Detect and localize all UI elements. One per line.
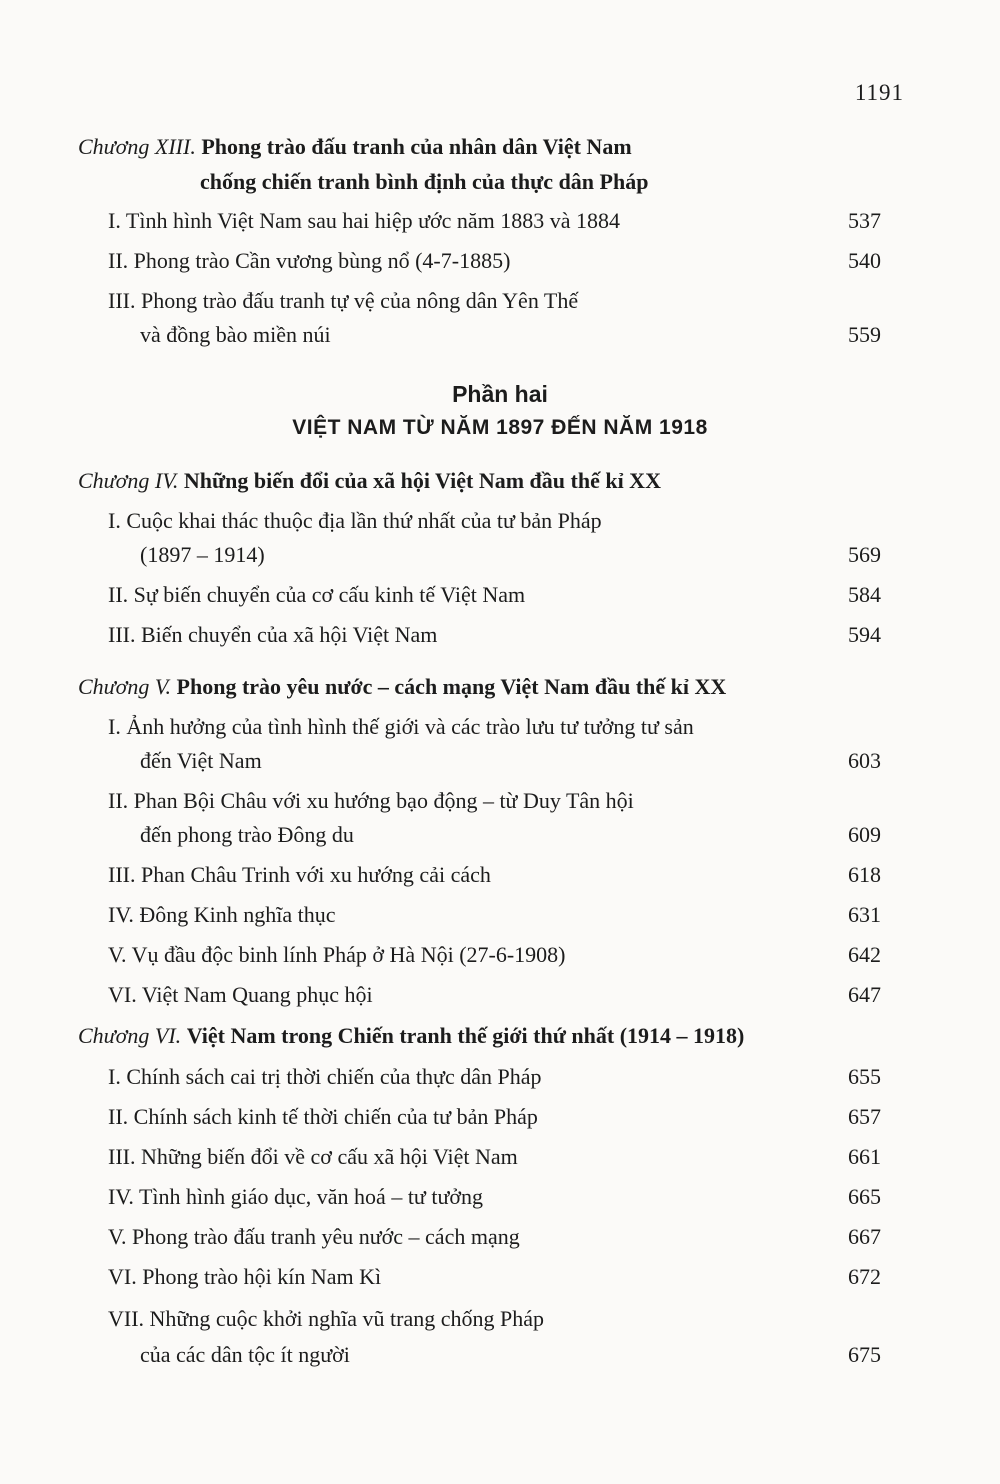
page-number: 1191 (854, 80, 904, 105)
toc-entry-cont: đến Việt Nam (140, 748, 262, 773)
toc-page-num: 584 (848, 582, 881, 607)
toc-page-num: 609 (848, 822, 881, 847)
toc-entry[interactable]: II. Phong trào Cần vương bùng nổ (4-7-1885) (108, 248, 511, 273)
toc-page-num: 661 (848, 1144, 881, 1169)
toc-page-num: 618 (848, 862, 881, 887)
toc-page-num: 594 (848, 622, 881, 647)
toc-entry[interactable]: I. Ảnh hưởng của tình hình thế giới và các trào lưu tư tưởng tư sản (108, 714, 694, 739)
toc-page-num: 540 (848, 248, 881, 273)
chapter-6-heading (78, 1021, 744, 1051)
toc-page-num: 647 (848, 982, 881, 1007)
toc-entry[interactable]: VI. Việt Nam Quang phục hội (108, 982, 373, 1007)
toc-entry[interactable]: III. Phong trào đấu tranh tự vệ của nông dân Yên Thế (108, 288, 579, 313)
toc-page-num: 559 (848, 322, 881, 347)
toc-entry[interactable]: V. Phong trào đấu tranh yêu nước – cách mạng (108, 1224, 520, 1249)
toc-page-num: 655 (848, 1064, 881, 1089)
chapter-label: Chương XIII. (78, 134, 196, 159)
toc-entry[interactable]: VI. Phong trào hội kín Nam Kì (108, 1264, 382, 1289)
toc-entry[interactable]: IV. Đông Kinh nghĩa thục (108, 902, 336, 927)
chapter-title: Phong trào đấu tranh của nhân dân Việt Nam (201, 134, 632, 159)
part-label: Phần hai (452, 381, 548, 407)
toc-entry[interactable]: V. Vụ đầu độc binh lính Pháp ở Hà Nội (27-6-1908) (108, 942, 566, 967)
toc-entry-cont: (1897 – 1914) (140, 542, 265, 567)
toc-entry[interactable]: I. Tình hình Việt Nam sau hai hiệp ước năm 1883 và 1884 (108, 208, 621, 233)
toc-entry-cont: đến phong trào Đông du (140, 822, 354, 847)
chapter-13-heading (78, 132, 632, 162)
toc-page-num: 642 (848, 942, 881, 967)
toc-page-num: 657 (848, 1104, 881, 1129)
toc-page-num: 569 (848, 542, 881, 567)
chapter-title: Phong trào yêu nước – cách mạng Việt Nam đầu thế kỉ XX (176, 674, 727, 699)
toc-page-num: 603 (848, 748, 881, 773)
toc-entry-cont: của các dân tộc ít người (140, 1342, 350, 1367)
toc-entry[interactable]: II. Phan Bội Châu với xu hướng bạo động – từ Duy Tân hội (108, 788, 634, 813)
toc-page-num: 665 (848, 1184, 881, 1209)
chapter-5-heading (78, 672, 726, 702)
toc-entry[interactable]: I. Cuộc khai thác thuộc địa lần thứ nhất của tư bản Pháp (108, 508, 602, 533)
part-title: VIỆT NAM TỪ NĂM 1897 ĐẾN NĂM 1918 (292, 416, 708, 439)
toc-entry[interactable]: III. Biến chuyển của xã hội Việt Nam (108, 622, 438, 647)
toc-entry[interactable]: IV. Tình hình giáo dục, văn hoá – tư tưởng (108, 1184, 484, 1209)
toc-page-num: 675 (848, 1342, 881, 1367)
chapter-4-heading (78, 466, 661, 496)
toc-entry[interactable]: VII. Những cuộc khởi nghĩa vũ trang chống Pháp (108, 1306, 544, 1331)
toc-page-num: 631 (848, 902, 881, 927)
chapter-label: Chương IV. (78, 468, 179, 493)
chapter-label: Chương VI. (78, 1023, 182, 1048)
toc-page-num: 537 (848, 208, 881, 233)
chapter-label: Chương V. (78, 674, 172, 699)
toc-entry[interactable]: III. Những biến đổi về cơ cấu xã hội Việt Nam (108, 1144, 518, 1169)
chapter-title: Việt Nam trong Chiến tranh thế giới thứ nhất (1914 – 1918) (186, 1023, 745, 1048)
toc-entry[interactable]: III. Phan Châu Trinh với xu hướng cải cách (108, 862, 491, 887)
toc-page-num: 667 (848, 1224, 881, 1249)
chapter-title: Những biến đổi của xã hội Việt Nam đầu thế kỉ XX (183, 468, 661, 493)
toc-entry-cont: và đồng bào miền núi (140, 322, 331, 347)
toc-entry[interactable]: II. Sự biến chuyển của cơ cấu kinh tế Việt Nam (108, 582, 526, 607)
toc-entry[interactable]: I. Chính sách cai trị thời chiến của thực dân Pháp (108, 1064, 542, 1089)
toc-page-num: 672 (848, 1264, 881, 1289)
toc-entry[interactable]: II. Chính sách kinh tế thời chiến của tư bản Pháp (108, 1104, 538, 1129)
chapter-title-cont: chống chiến tranh bình định của thực dân Pháp (200, 169, 649, 194)
